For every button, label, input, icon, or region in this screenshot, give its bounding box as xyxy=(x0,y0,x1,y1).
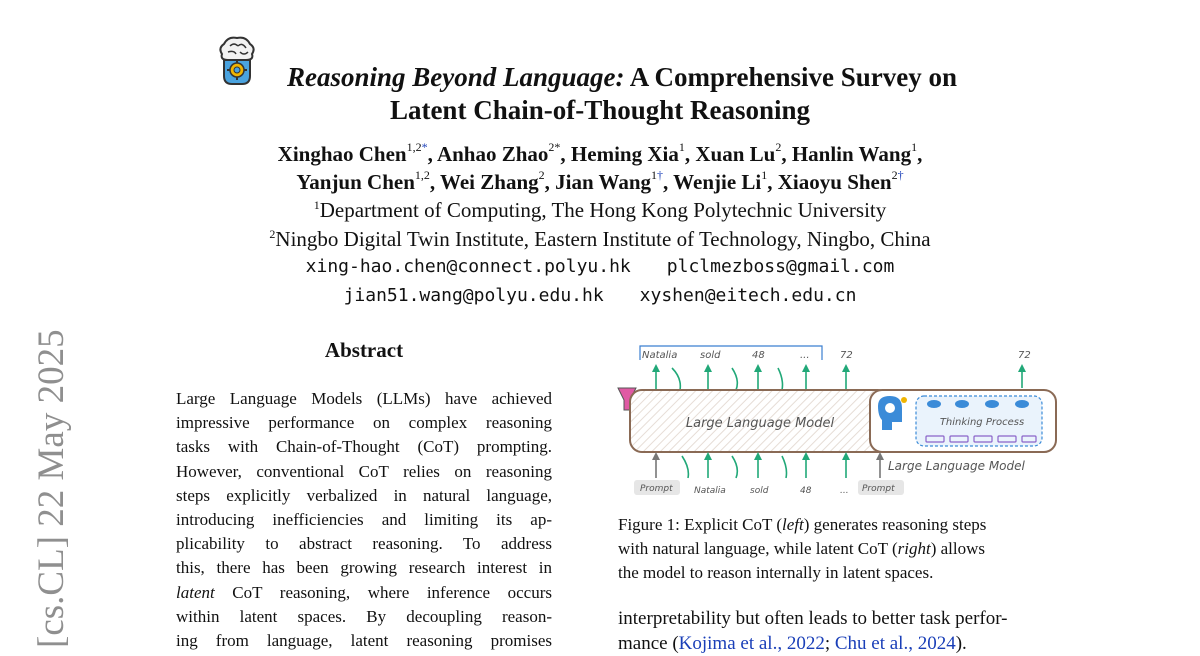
email-link[interactable]: xyshen@eitech.edu.cn xyxy=(639,285,857,306)
paper-title-line-1 xyxy=(0,62,1200,93)
email-link[interactable]: xing-hao.chen@connect.polyu.hk xyxy=(305,256,631,277)
abstract-line: within latent spaces. By decoupling reason- xyxy=(176,606,552,626)
author: Anhao Zhao$^{2*}$, xyxy=(436,140,571,166)
body-text-right xyxy=(618,606,1036,656)
author: Jian Wang$^{1\dagger}$, xyxy=(555,168,674,194)
abstract-heading: Abstract xyxy=(324,338,404,362)
body-line: interpretability but often leads to better task perfor- xyxy=(618,608,1008,629)
body-line: mance (Kojima et al., 2022; Chu et al., 2024). xyxy=(618,633,967,654)
bottom-token: 48 xyxy=(800,486,812,496)
bottom-token-prompt-right: Prompt xyxy=(862,484,895,494)
bottom-token: sold xyxy=(750,486,769,496)
arxiv-side-stamp: [cs.CL] 22 May 2025 xyxy=(31,329,72,648)
abstract-line: tasks with Chain-of-Thought (CoT) prompting. xyxy=(176,437,552,457)
abstract-line: impressive performance on complex reasoning xyxy=(176,413,552,433)
title-italic: Reasoning Beyond Language: xyxy=(286,62,625,92)
bottom-token: Natalia xyxy=(694,486,726,496)
authors-line-1 xyxy=(0,142,1200,167)
author: Hanlin Wang$^1$, xyxy=(791,140,923,166)
author: Wenjie Li$^1$, xyxy=(673,168,778,194)
bottom-token-prompt: Prompt xyxy=(640,484,673,494)
abstract-line: Large Language Models (LLMs) have achieved xyxy=(176,389,552,408)
authors-line-2 xyxy=(0,170,1200,195)
author: Xinghao Chen$^{1,2*}$, xyxy=(277,140,437,166)
figure-1-diagram xyxy=(612,338,1060,500)
caption-line: Figure 1: Explicit CoT (left) generates reasoning steps xyxy=(618,515,987,534)
author: Wei Zhang$^2$, xyxy=(440,168,556,194)
abstract-line: introducing inefficiencies and limiting its ap- xyxy=(176,510,552,530)
abstract-line: plicability to abstract reasoning. To address xyxy=(176,534,552,554)
email-line-2 xyxy=(0,285,1200,306)
citation-link[interactable]: Kojima et al., 2022 xyxy=(678,633,825,654)
top-token: 72 xyxy=(840,350,853,361)
abstract-line: ing from language, latent reasoning promises xyxy=(176,631,552,651)
right-model-label: Large Language Model xyxy=(888,459,1025,473)
author: Heming Xia$^1$, xyxy=(570,140,696,166)
affiliation-1: $^1$Department of Computing, The Hong Kong Polytechnic University xyxy=(313,198,887,222)
affiliation-2: $^2$Ningbo Digital Twin Institute, Eastern Institute of Technology, Ningbo, China xyxy=(269,227,931,251)
llm-label: Large Language Model xyxy=(685,416,835,431)
top-token: ... xyxy=(800,350,810,361)
email-link[interactable]: jian51.wang@polyu.edu.hk xyxy=(343,285,604,306)
caption-line: with natural language, while latent CoT (right) allows xyxy=(618,539,985,559)
email-link[interactable]: plclmezboss@gmail.com xyxy=(666,256,895,277)
abstract-text xyxy=(176,387,552,653)
author: Xuan Lu$^2$, xyxy=(695,140,792,166)
bottom-token: ... xyxy=(840,486,849,496)
abstract-line: However, conventional CoT relies on reasoning xyxy=(176,461,552,481)
abstract-line: steps explicitly verbalized in natural language, xyxy=(176,485,552,505)
abstract-line: this, there has been growing research interest in xyxy=(176,558,552,578)
author: Xiaoyu Shen$^{2\dagger}$ xyxy=(777,168,904,194)
figure-caption xyxy=(618,513,1036,586)
top-token: 48 xyxy=(752,350,765,361)
email-line-1 xyxy=(0,256,1200,277)
right-output: 72 xyxy=(1018,350,1031,361)
top-token: Natalia xyxy=(642,350,678,361)
abstract-line: latent CoT reasoning, where inference occurs xyxy=(176,582,552,602)
thinking-label: Thinking Process xyxy=(939,417,1025,428)
top-token: sold xyxy=(700,350,721,361)
citation-link[interactable]: Chu et al., 2024 xyxy=(834,633,956,654)
title-rest: A Comprehensive Survey on xyxy=(624,62,958,92)
paper-title-line-2: Latent Chain-of-Thought Reasoning xyxy=(389,95,811,125)
caption-line: the model to reason internally in latent spaces. xyxy=(618,563,934,583)
author: Yanjun Chen$^{1,2}$, xyxy=(296,168,441,194)
